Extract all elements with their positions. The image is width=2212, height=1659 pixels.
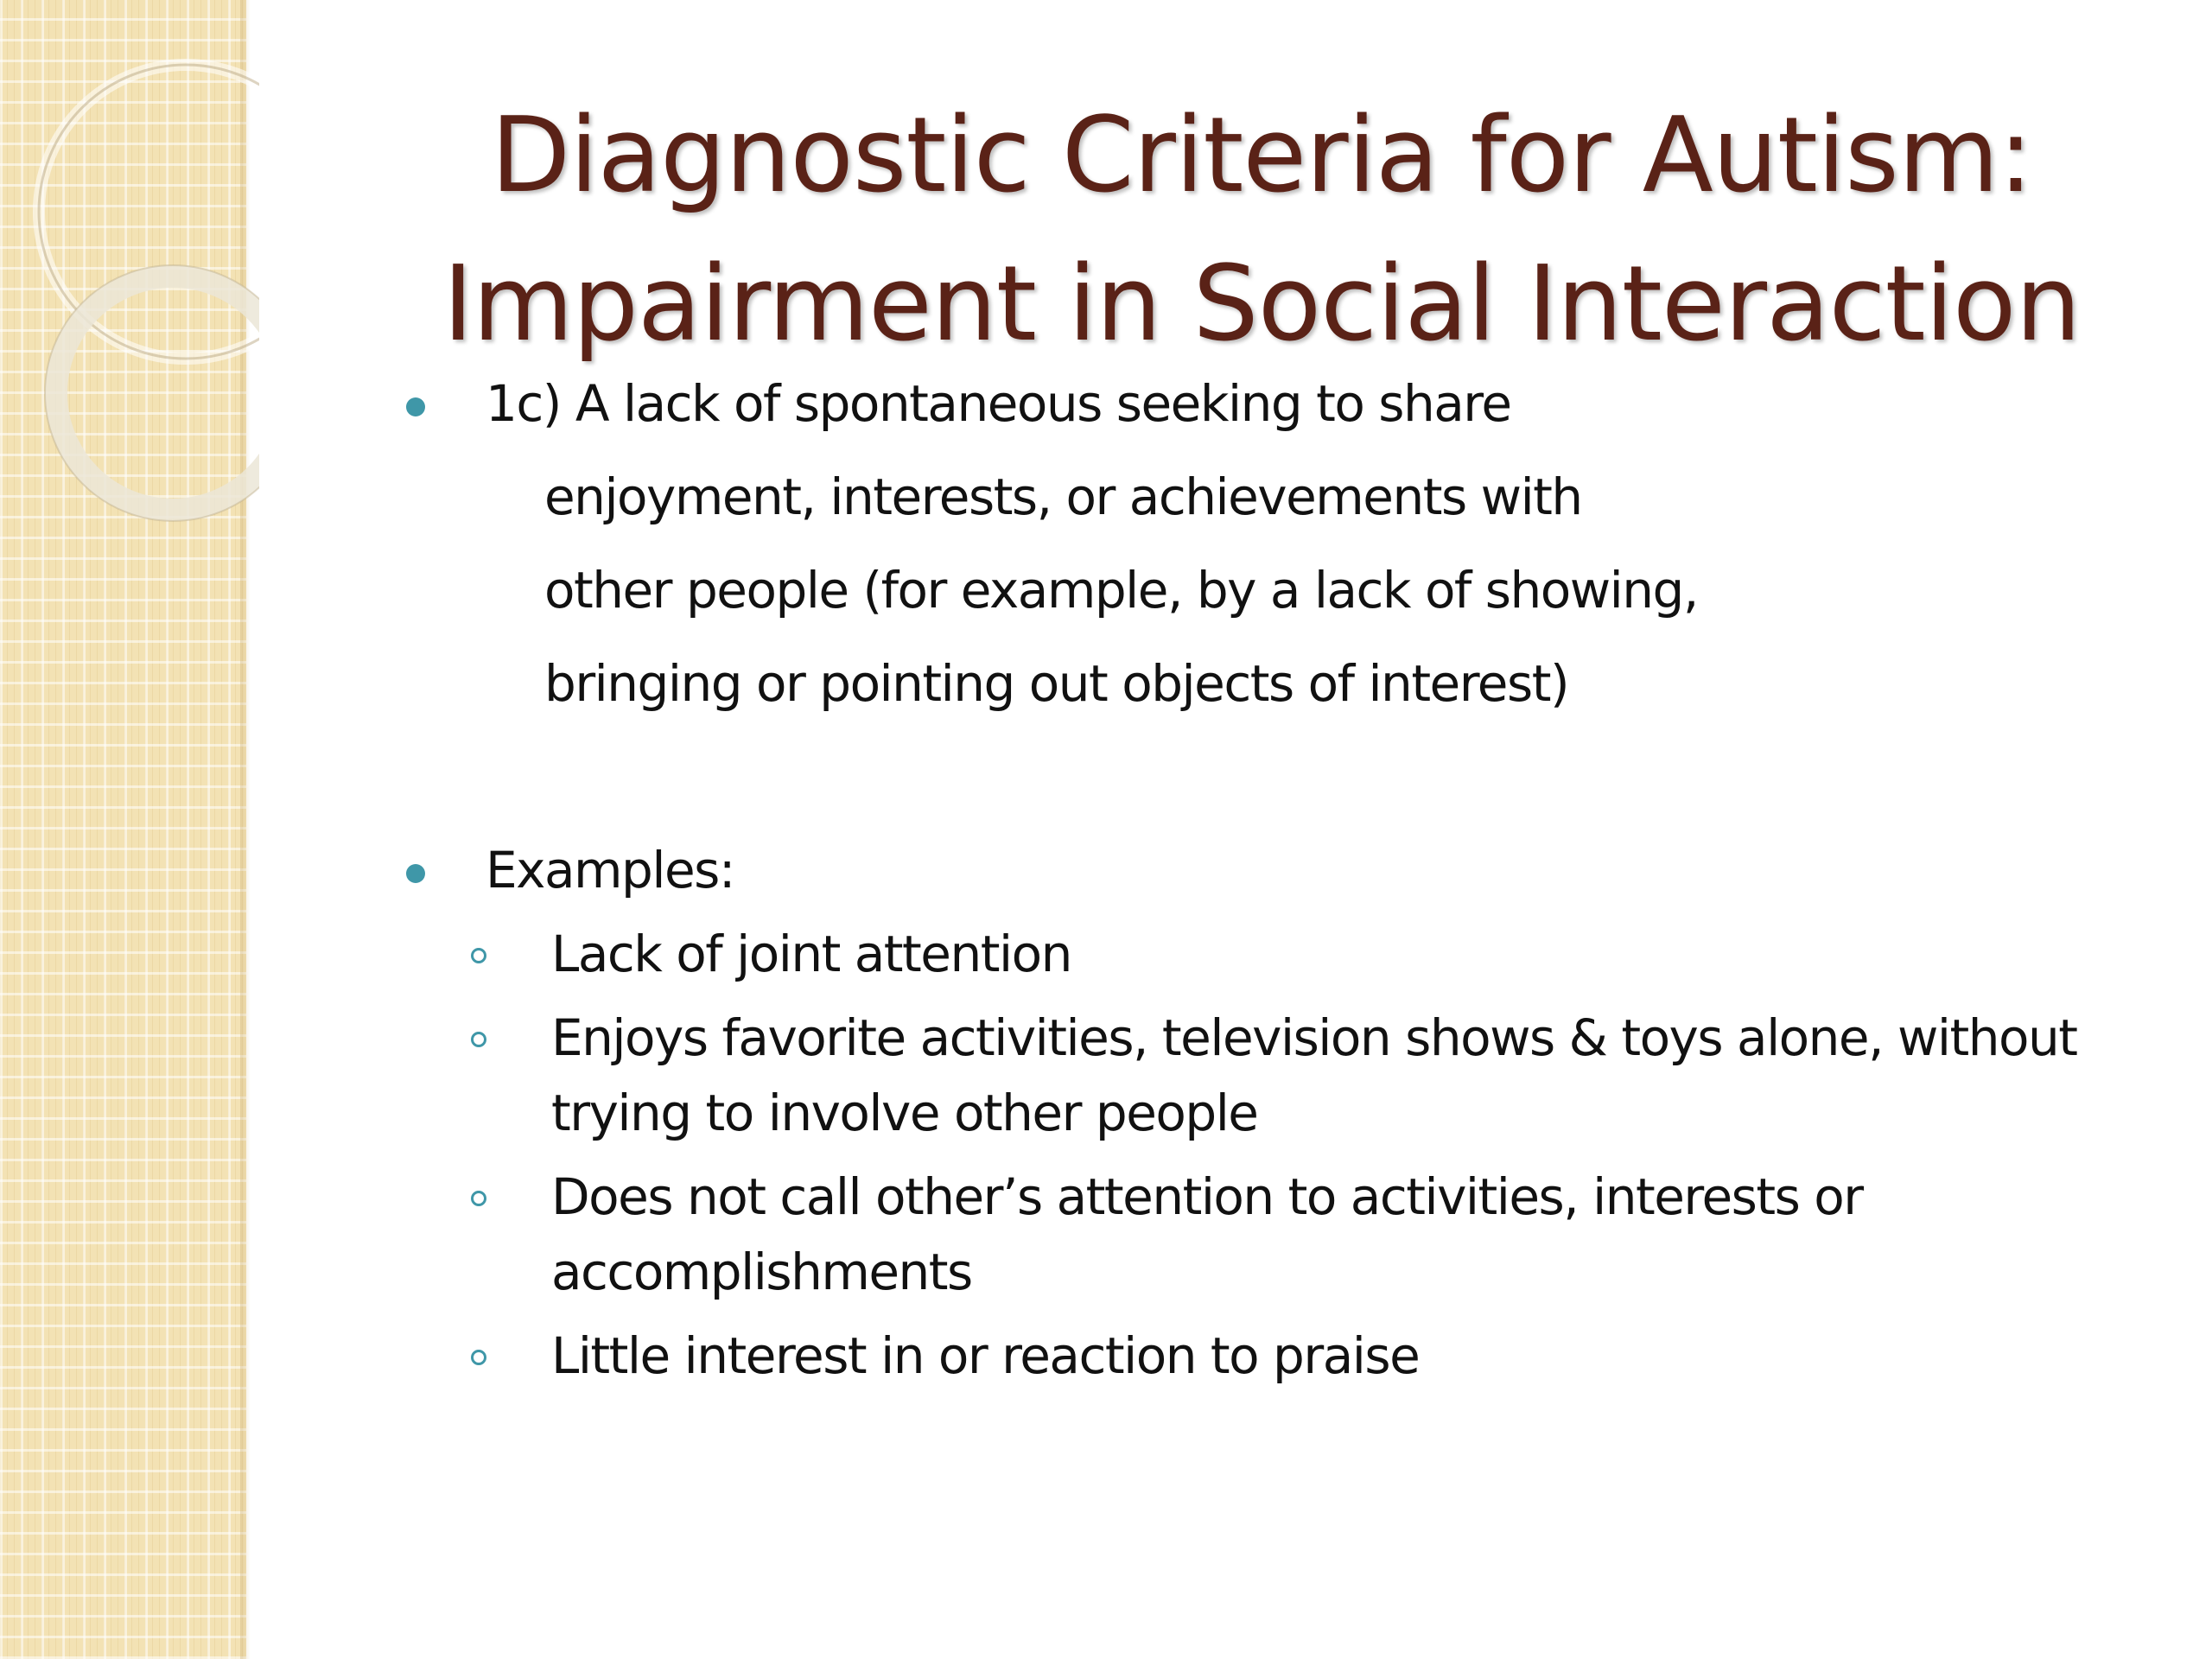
sub-item-3-line-2: accomplishments <box>551 1243 972 1301</box>
sub-item-2-line-2: trying to involve other people <box>551 1084 1258 1142</box>
sub-item-2-line-1: Enjoys favorite activities, television shows & toys alone, without <box>551 1008 2077 1067</box>
slide-title-line-2: Impairment in Social Interaction <box>442 245 2081 365</box>
sub-bullet-dot <box>471 1191 486 1206</box>
bullet-1-line-3: other people (for example, by a lack of showing, <box>544 561 1698 620</box>
slide-title <box>380 82 2143 379</box>
slide-title-line-1: Diagnostic Criteria for Autism: <box>490 96 2033 216</box>
bullet-dot <box>406 397 425 416</box>
bullet-dot <box>406 864 425 883</box>
sub-item-4-line-1: Little interest in or reaction to praise <box>551 1326 1420 1385</box>
bullet-1-line-1: 1c) A lack of spontaneous seeking to share <box>486 374 1511 433</box>
bullet-1-line-4: bringing or pointing out objects of interest) <box>544 654 1569 713</box>
sub-item-3-line-1: Does not call other’s attention to activities, interests or <box>551 1167 1863 1226</box>
sub-bullet-dot <box>471 1032 486 1047</box>
bullet-2-label: Examples: <box>486 841 734 899</box>
bullet-1-line-2: enjoyment, interests, or achievements with <box>544 467 1582 526</box>
decorative-ring-small <box>56 276 259 510</box>
decorative-rings <box>0 0 259 553</box>
sub-bullet-dot <box>471 948 486 963</box>
sub-bullet-dot <box>471 1350 486 1365</box>
sub-item-1-line-1: Lack of joint attention <box>551 925 1071 983</box>
